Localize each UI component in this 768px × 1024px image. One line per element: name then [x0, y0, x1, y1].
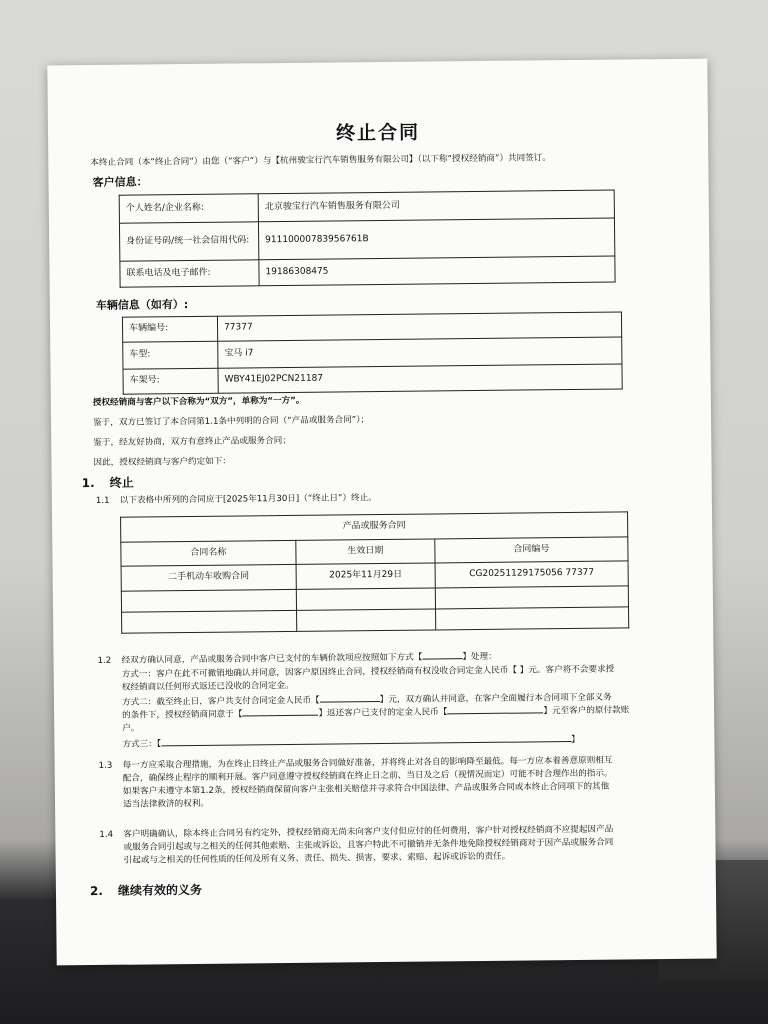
option-2-text-a: 方式二：截至终止日，客户共支付合同定金人民币【: [121, 695, 320, 708]
customer-table: [119, 190, 616, 288]
recital-1: 授权经销商与客户以下合称为“双方”，单称为“一方”。: [92, 395, 305, 409]
contract-table: [120, 511, 629, 633]
option-2-text-c: 的条件下，授权经销商同意于【: [122, 709, 243, 721]
option-3-blank: [161, 741, 571, 746]
header-contract-no: 合同编号: [435, 537, 628, 563]
intro-paragraph: 本终止合同（本“终止合同”）由您（“客户”）与【杭州骏宝行汽车销售服务有限公司】（以下称“授权经销商”）共同签订。: [90, 153, 552, 169]
method-blank: [422, 658, 462, 659]
vin-value: WBY41EJ02PCN21187: [218, 364, 622, 393]
contact-value: 19186308475: [259, 256, 615, 286]
clause-1-3-line-2: 配合，确保终止程序的顺利开展。客户同意遵守授权经销商在终止日之前、当日及之后（视情况而定）可能不时合理作出的指示。: [122, 768, 613, 784]
page-title: 终止合同: [335, 121, 421, 145]
section-1-number: 1.: [81, 476, 95, 491]
refund-amount-blank: [447, 712, 543, 714]
clause-1-2-number: 1.2: [97, 655, 112, 666]
recital-4: 因此，授权经销商与客户约定如下：: [93, 456, 232, 469]
vin-label: 车架号:: [123, 368, 218, 394]
cell-contract-name: 二手机动车收购合同: [121, 564, 296, 591]
id-value: 91110000783956761B: [258, 218, 614, 260]
clause-1-4-line-3: 引起或与之相关的任何性质的任何及所有义务、责任、损失、损害、要求、索赔、起诉或诉讼的责任。: [123, 851, 511, 866]
vehicle-heading: 车辆信息（如有）:: [95, 298, 189, 312]
clause-1-4-number: 1.4: [99, 829, 114, 840]
cell-effective-date: 2025年11月29日: [296, 563, 435, 589]
contact-label: 联系电话及电子邮件:: [120, 260, 259, 287]
vehicle-no-value: 77377: [217, 312, 621, 341]
clause-1-2-lead-end: 】处理：: [462, 651, 497, 663]
name-value: 北京骏宝行汽车销售服务有限公司: [258, 190, 614, 222]
option-1-line-1: 方式一：客户在此不可撤销地确认并同意，因客户原因终止合同，授权经销商有权没收合同定金人民币【 】元。客户将不会要求授: [121, 664, 615, 680]
model-label: 车型:: [123, 341, 218, 369]
clause-1-3-line-4: 适当法律救济的权利。: [122, 798, 210, 810]
vehicle-no-label: 车辆编号:: [122, 316, 217, 342]
name-label: 个人姓名/企业名称:: [119, 194, 258, 223]
option-2-text-b: 】元，双方确认并同意，在客户全面履行本合同项下全部义务: [379, 692, 612, 706]
clause-1-3-number: 1.3: [98, 760, 113, 771]
header-effective-date: 生效日期: [296, 539, 435, 564]
clause-1-3-line-3: 如果客户未遵守本第1.2条，授权经销商保留向客户主张相关赔偿并寻求符合中国法律、产品或服务合同或本终止合同项下的其他: [122, 781, 610, 797]
vehicle-table: [122, 311, 623, 394]
option-2-text-d: 】返还客户已支付的定金人民币【: [318, 707, 448, 719]
clause-1-4-line-1: 客户明确确认，除本终止合同另有约定外，授权经销商无尚未向客户支付但应付的任何费用，客户针对授权经销商不应提起因产品: [123, 824, 614, 840]
option-2-line-3: 户。: [122, 723, 140, 734]
refund-date-blank: [242, 715, 318, 717]
option-1-line-2: 权经销商以任何形式返还已没收的合同定金。: [121, 680, 294, 693]
option-2-text-e: 】元至客户的原付款账: [543, 705, 630, 717]
contract-table-caption: 产品或服务合同: [121, 512, 628, 542]
id-label: 身份证号码/统一社会信用代码:: [119, 222, 258, 261]
clause-1-1-number: 1.1: [95, 495, 110, 506]
header-contract-name: 合同名称: [121, 540, 296, 566]
cell-contract-no: CG20251129175056 77377: [435, 561, 628, 588]
recital-3: 鉴于，经友好协商，双方有意终止产品或服务合同；: [93, 435, 291, 449]
section-2-title: 继续有效的义务: [117, 882, 203, 898]
option-3-text-a: 方式三：【: [122, 739, 162, 750]
customer-heading: 客户信息：: [92, 175, 148, 190]
section-2-number: 2.: [89, 883, 103, 899]
clause-1-2-lead-text: 经双方确认同意，产品或服务合同中客户已支付的车辆价款项应按照如下方式【: [121, 652, 423, 666]
model-value: 宝马 i7: [218, 337, 622, 368]
document-page: [47, 59, 716, 966]
clause-1-3-line-1: 每一方应采取合理措施，为在终止日终止产品或服务合同做好准备，并将终止对各自的影响降至最低。每一方应本着善意原则相互: [122, 755, 613, 771]
clause-1-4-line-2: 或服务合同引起或与之相关的任何其他索赔、主张或诉讼，且客户特此不可撤销并无条件地免除授权经销商对于因产品或服务合同: [123, 837, 614, 853]
option-3-text-b: 】: [571, 734, 580, 746]
section-1-title: 终止: [109, 475, 134, 490]
clause-1-1-text: 以下表格中所列的合同应于[2025年11月30日]（“终止日”）终止。: [119, 493, 377, 506]
option-3-line: [122, 734, 579, 751]
deposit-amount-blank: [320, 701, 380, 703]
empty-row: [122, 607, 629, 633]
recital-2: 鉴于，双方已签订了本合同第1.1条中列明的合同（“产品或服务合同”）；: [93, 415, 370, 429]
